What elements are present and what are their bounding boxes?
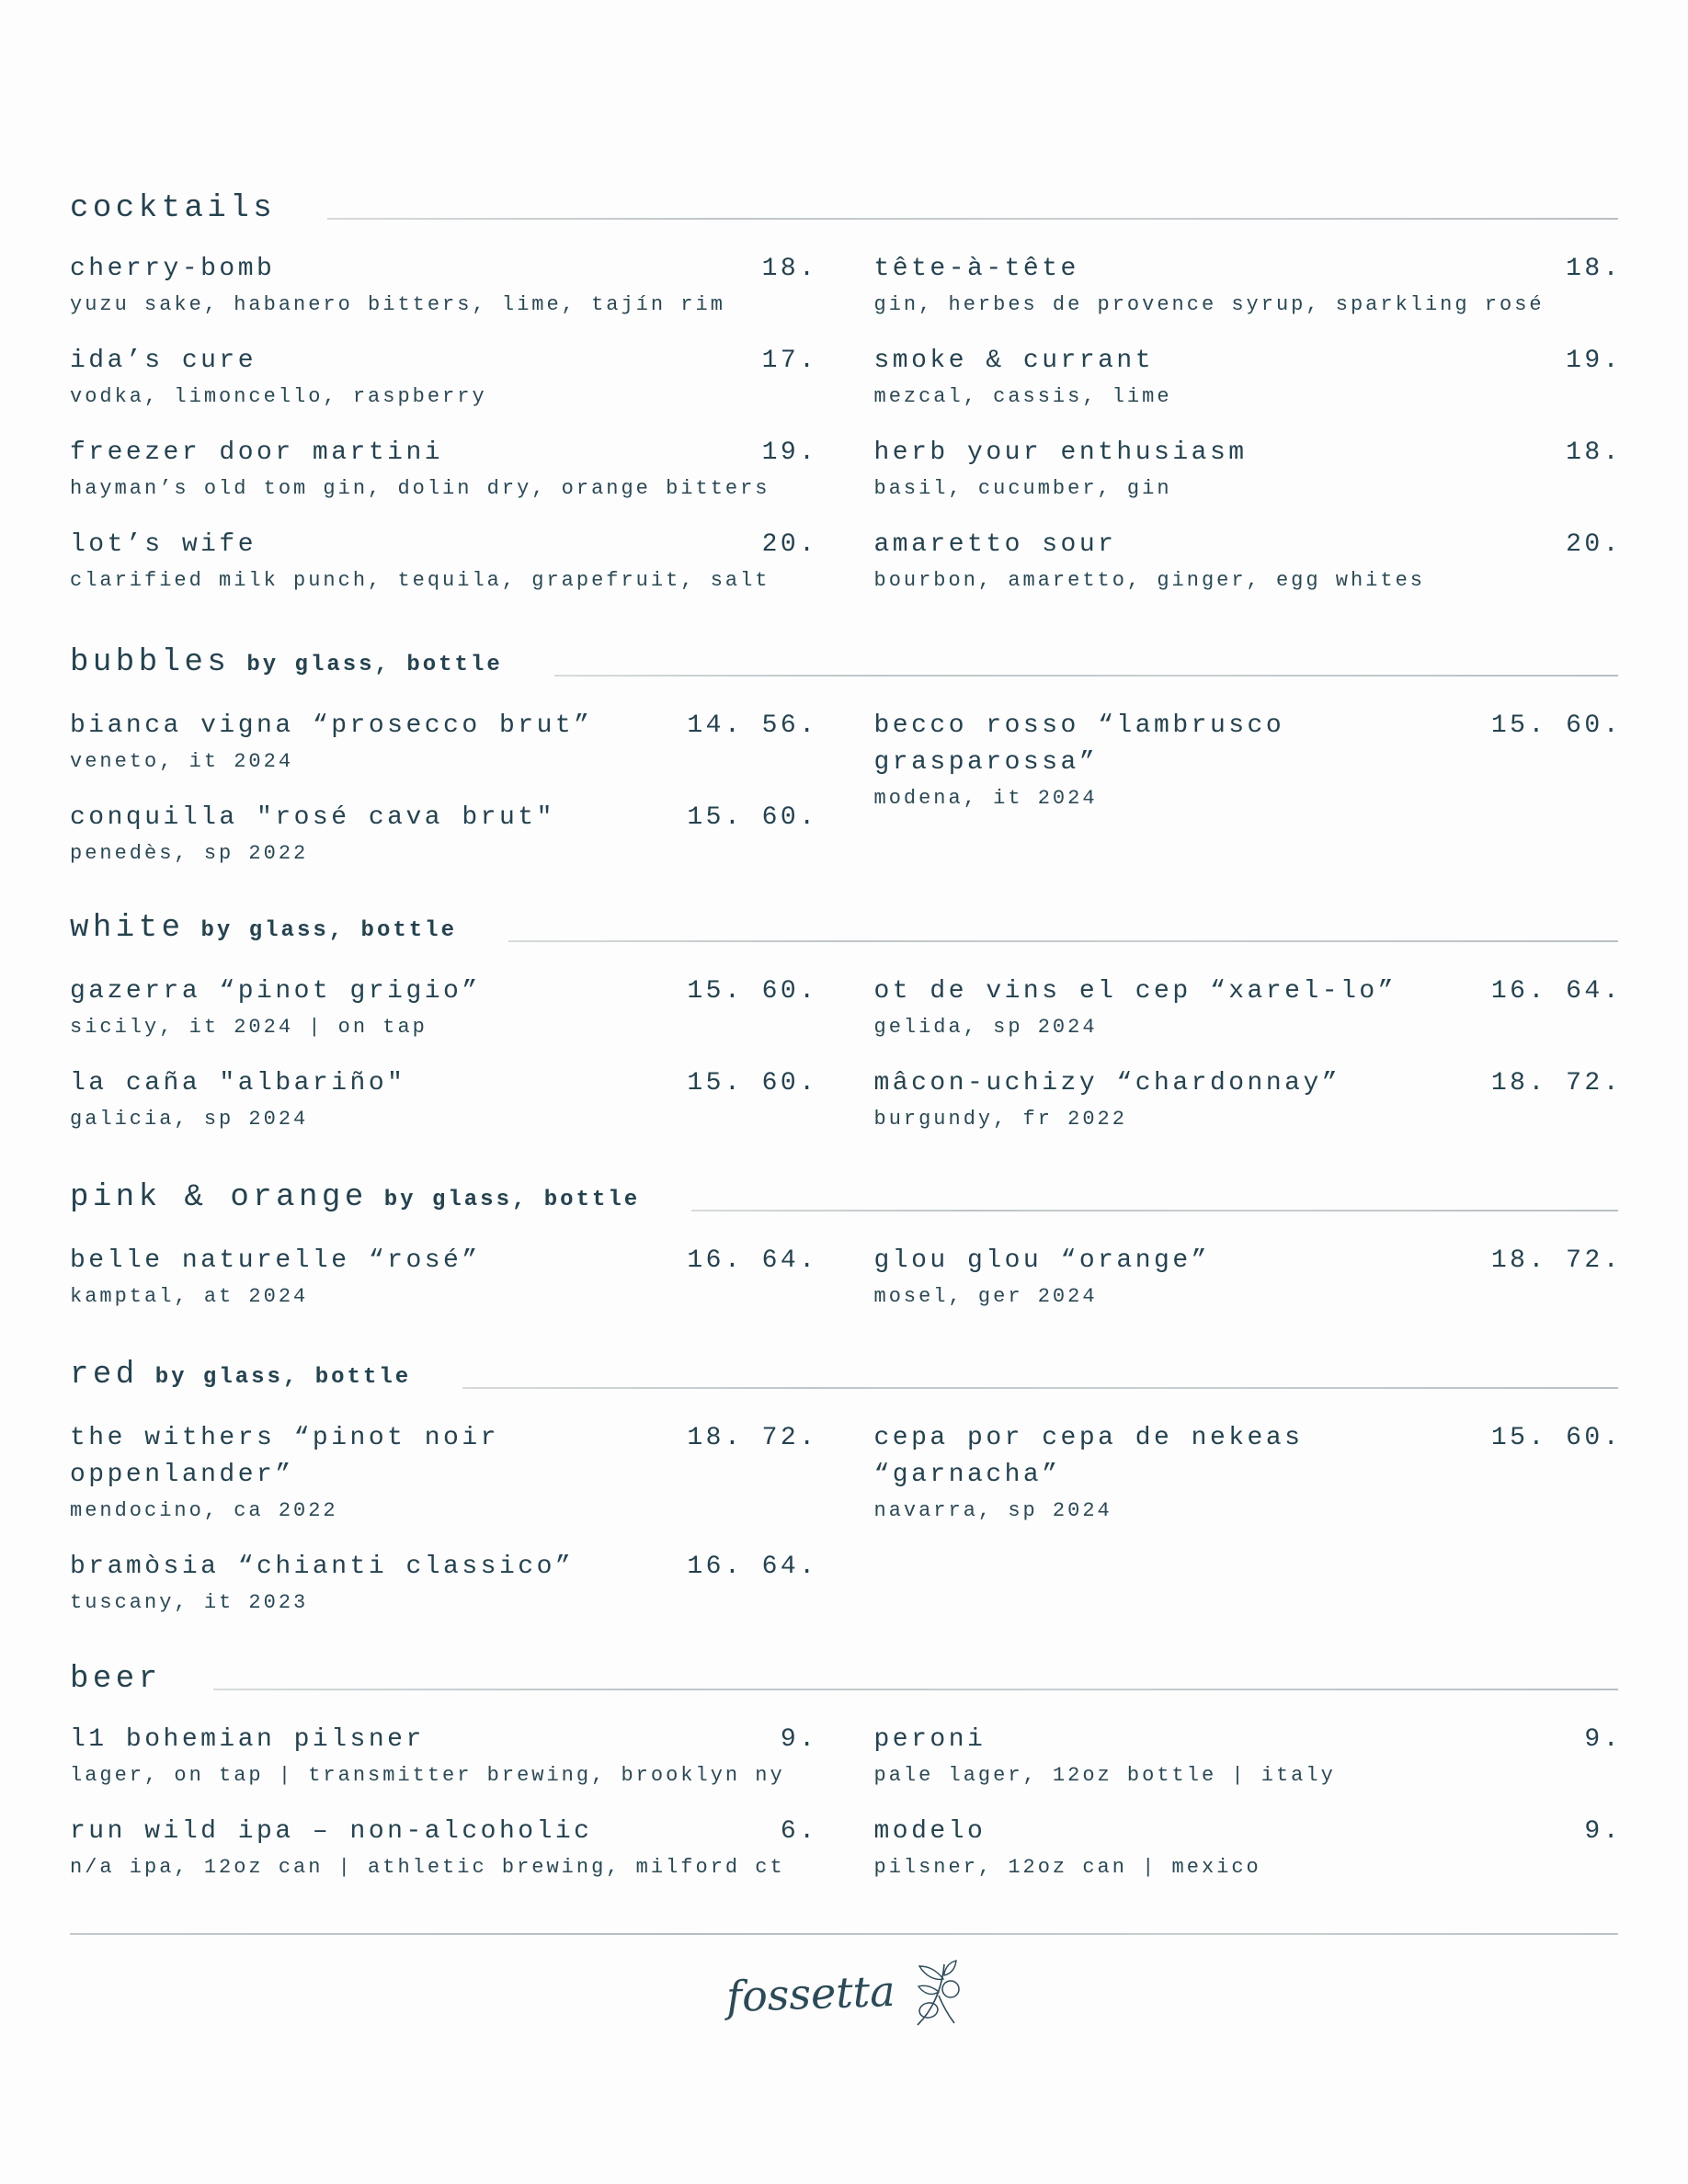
section-rule — [554, 675, 1618, 677]
section-subtitle: by glass, bottle — [246, 653, 503, 677]
item-description: veneto, it 2024 — [70, 750, 294, 773]
item-description: lager, on tap | transmitter brewing, brooklyn ny — [70, 1764, 785, 1787]
menu-item — [873, 1065, 1622, 1133]
item-description: burgundy, fr 2022 — [873, 1108, 1127, 1131]
column-left — [70, 1420, 818, 1617]
item-price: 14. 56. — [687, 711, 818, 740]
item-name: peroni — [873, 1725, 987, 1754]
section-title: white — [70, 911, 185, 946]
item-description: gelida, sp 2024 — [873, 1016, 1098, 1039]
item-name: smoke & currant — [873, 347, 1155, 375]
section-bubbles — [70, 643, 1622, 868]
item-name: glou glou “orange” — [873, 1246, 1210, 1275]
menu-item — [70, 1420, 818, 1525]
section-rule — [462, 1387, 1618, 1389]
column-right — [873, 1420, 1622, 1525]
footer — [70, 1933, 1618, 2029]
item-price: 18. — [761, 255, 818, 283]
item-price: 9. — [780, 1725, 818, 1754]
section-red — [70, 1355, 1622, 1617]
menu-item — [70, 251, 818, 319]
item-price: 6. — [780, 1817, 818, 1846]
column-left — [70, 1722, 818, 1882]
item-name: ot de vins el cep “xarel-lo” — [873, 977, 1397, 1006]
item-name: mâcon-uchizy “chardonnay” — [873, 1069, 1341, 1098]
menu-item — [70, 435, 818, 503]
menu-item — [873, 527, 1622, 595]
section-subtitle: by glass, bottle — [383, 1188, 641, 1212]
menu-item — [873, 708, 1622, 813]
column-right — [873, 1722, 1622, 1882]
item-description: galicia, sp 2024 — [70, 1108, 309, 1131]
menu-item — [873, 1722, 1622, 1790]
logo — [726, 1959, 962, 2029]
item-name: lot’s wife — [70, 530, 257, 559]
item-description: kamptal, at 2024 — [70, 1285, 309, 1308]
item-price: 18. 72. — [1490, 1069, 1622, 1098]
item-price: 16. 64. — [687, 1246, 818, 1275]
menu-item — [873, 1814, 1622, 1882]
menu-item — [70, 973, 818, 1041]
section-header — [70, 643, 1618, 686]
column-left — [70, 251, 818, 595]
item-name: becco rosso “lambrusco grasparossa” — [873, 711, 1285, 777]
item-name: cherry-bomb — [70, 255, 276, 283]
item-description: basil, cucumber, gin — [873, 477, 1172, 500]
menu-item — [873, 1243, 1622, 1311]
item-description: bourbon, amaretto, ginger, egg whites — [873, 569, 1425, 592]
item-description: navarra, sp 2024 — [873, 1499, 1112, 1522]
item-name: herb your enthusiasm — [873, 438, 1248, 467]
menu-item — [70, 1814, 818, 1882]
section-header — [70, 908, 1618, 951]
item-name: tête-à-tête — [873, 255, 1079, 283]
item-price: 18. 72. — [687, 1424, 818, 1452]
item-description: n/a ipa, 12oz can | athletic brewing, milford ct — [70, 1856, 785, 1879]
column-right — [873, 1243, 1622, 1311]
menu-item — [873, 973, 1622, 1041]
item-description: modena, it 2024 — [873, 787, 1098, 810]
item-description: gin, herbes de provence syrup, sparkling rosé — [873, 293, 1545, 316]
section-columns — [70, 973, 1622, 1133]
footer-rule — [70, 1933, 1618, 1935]
menu-item — [70, 1065, 818, 1133]
item-name: modelo — [873, 1817, 987, 1846]
item-description: tuscany, it 2023 — [70, 1591, 309, 1614]
section-header — [70, 1355, 1618, 1398]
item-price: 9. — [1584, 1725, 1622, 1754]
item-description: hayman’s old tom gin, dolin dry, orange bitters — [70, 477, 770, 500]
column-left — [70, 1243, 818, 1311]
section-columns — [70, 1420, 1622, 1617]
section-columns — [70, 1722, 1622, 1882]
item-price: 9. — [1584, 1817, 1622, 1846]
section-pink-orange — [70, 1177, 1622, 1311]
item-name: amaretto sour — [873, 530, 1117, 559]
column-right — [873, 973, 1622, 1133]
item-price: 15. 60. — [1490, 1424, 1622, 1452]
item-price: 18. — [1566, 438, 1622, 467]
menu-item — [70, 1549, 818, 1617]
item-price: 20. — [761, 530, 818, 559]
item-price: 19. — [761, 438, 818, 467]
section-subtitle: by glass, bottle — [200, 918, 457, 943]
item-price: 16. 64. — [687, 1553, 818, 1581]
section-columns — [70, 1243, 1622, 1311]
section-rule — [213, 1689, 1618, 1690]
item-name: run wild ipa – non-alcoholic — [70, 1817, 593, 1846]
item-description: pilsner, 12oz can | mexico — [873, 1856, 1261, 1879]
logo-wordmark: fossetta — [725, 1965, 896, 2022]
section-rule — [691, 1210, 1618, 1211]
menu-item — [70, 800, 818, 868]
item-description: mezcal, cassis, lime — [873, 385, 1172, 408]
item-description: pale lager, 12oz bottle | italy — [873, 1764, 1336, 1787]
item-name: the withers “pinot noir oppenlander” — [70, 1424, 499, 1489]
item-name: cepa por cepa de nekeas “garnacha” — [873, 1424, 1304, 1489]
item-description: sicily, it 2024 | on tap — [70, 1016, 428, 1039]
item-name: freezer door martini — [70, 438, 444, 467]
item-price: 18. 72. — [1490, 1246, 1622, 1275]
item-price: 15. 60. — [1490, 711, 1622, 740]
section-white — [70, 908, 1622, 1133]
item-description: vodka, limoncello, raspberry — [70, 385, 487, 408]
menu-item — [873, 435, 1622, 503]
item-price: 15. 60. — [687, 1069, 818, 1098]
item-name: conquilla "rosé cava brut" — [70, 803, 555, 832]
menu-item — [70, 527, 818, 595]
item-name: la caña "albariño" — [70, 1069, 406, 1098]
item-name: l1 bohemian pilsner — [70, 1725, 425, 1754]
section-header — [70, 188, 1618, 229]
column-right — [873, 708, 1622, 813]
item-name: gazerra “pinot grigio” — [70, 977, 481, 1006]
section-cocktails — [70, 188, 1622, 595]
item-description: mendocino, ca 2022 — [70, 1499, 338, 1522]
section-title: cocktails — [70, 191, 277, 226]
menu-item — [873, 251, 1622, 319]
section-title: red — [70, 1358, 139, 1393]
item-description: yuzu sake, habanero bitters, lime, tajín rim — [70, 293, 725, 316]
column-right — [873, 251, 1622, 595]
column-left — [70, 973, 818, 1133]
item-name: bianca vigna “prosecco brut” — [70, 711, 593, 740]
section-columns — [70, 708, 1622, 868]
item-name: bramòsia “chianti classico” — [70, 1553, 575, 1581]
item-price: 16. 64. — [1490, 977, 1622, 1006]
item-name: belle naturelle “rosé” — [70, 1246, 481, 1275]
item-price: 15. 60. — [687, 803, 818, 832]
section-beer — [70, 1659, 1622, 1882]
menu-item — [70, 343, 818, 411]
section-columns — [70, 251, 1622, 595]
menu-item — [873, 1420, 1622, 1525]
olive-branch-icon — [908, 1959, 962, 2029]
menu-item — [70, 1243, 818, 1311]
column-left — [70, 708, 818, 868]
item-price: 17. — [761, 347, 818, 375]
section-title: beer — [70, 1662, 162, 1697]
item-description: clarified milk punch, tequila, grapefruit, salt — [70, 569, 770, 592]
item-price: 19. — [1566, 347, 1622, 375]
menu-item — [70, 1722, 818, 1790]
item-price: 20. — [1566, 530, 1622, 559]
section-rule — [508, 940, 1618, 942]
item-description: mosel, ger 2024 — [873, 1285, 1098, 1308]
section-subtitle: by glass, bottle — [154, 1365, 412, 1390]
section-title: pink & orange — [70, 1180, 368, 1215]
section-header — [70, 1177, 1618, 1221]
menu-item — [873, 343, 1622, 411]
item-price: 18. — [1566, 255, 1622, 283]
item-name: ida’s cure — [70, 347, 257, 375]
item-description: penedès, sp 2022 — [70, 842, 309, 865]
item-price: 15. 60. — [687, 977, 818, 1006]
section-title: bubbles — [70, 645, 231, 680]
section-header — [70, 1659, 1618, 1700]
section-rule — [327, 218, 1618, 220]
menu-item — [70, 708, 818, 776]
